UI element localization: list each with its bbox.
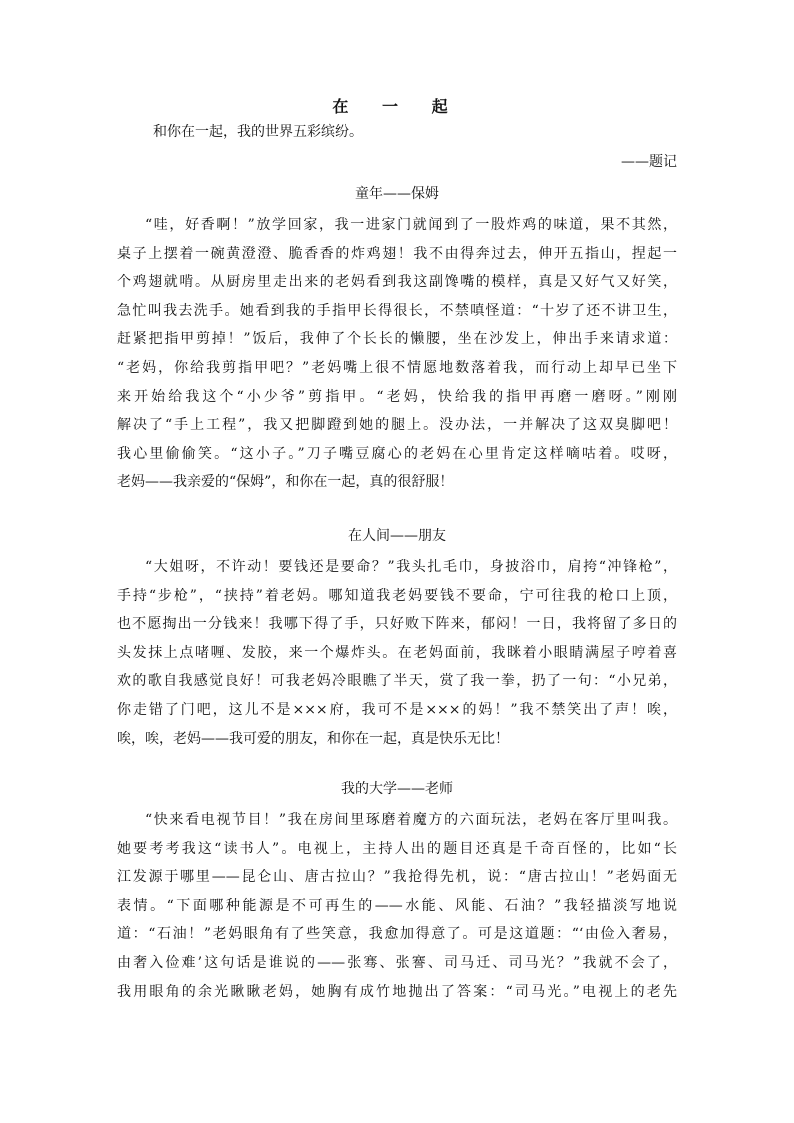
essay-title: 在 一 起 [332, 97, 462, 116]
paragraph-line: 唉，唉，老妈——我可爱的朋友，和你在一起，真是快乐无比！ [117, 730, 509, 747]
paragraph-line: 由奢入俭难’这句话是谁说的——张骞、张謇、司马迁、司马光？”我就不会了， [117, 954, 677, 971]
paragraph-line: 个鸡翅就啃。从厨房里走出来的老妈看到我这副馋嘴的模样，真是又好气又好笑， [117, 274, 677, 291]
paragraph-line: 她要考考我这“读书人”。电视上，主持人出的题目还真是千奇百怪的，比如“长 [117, 840, 677, 857]
paragraph-line: 我用眼角的余光瞅瞅老妈，她胸有成竹地抛出了答案：“司马光。”电视上的老先 [117, 983, 677, 1000]
section-title-world: 在人间——朋友 [348, 528, 446, 544]
paragraph-line: “哇，好香啊！”放学回家，我一进家门就闻到了一股炸鸡的味道，果不其然， [145, 217, 677, 233]
paragraph-line: “大姐呀，不许动！要钱还是要命？”我头扎毛巾，身披浴巾，肩挎“冲锋枪”， [145, 559, 677, 575]
paragraph-line: 表情。“下面哪种能源是不可再生的——水能、风能、石油？”我轻描淡写地说 [117, 897, 677, 914]
paragraph-line: 欢的歌自我感觉良好！可我老妈冷眼瞧了半天，赏了我一拳，扔了一句：“小兄弟， [117, 673, 677, 690]
paragraph-world [117, 553, 677, 753]
paragraph-line: 也不愿掏出一分钱来！我哪下得了手，只好败下阵来，郁闷！一日，我将留了多日的 [117, 616, 677, 633]
paragraph-childhood [117, 211, 677, 497]
paragraph-line: 急忙叫我去洗手。她看到我的手指甲长得很长，不禁嗔怪道：“十岁了还不讲卫生， [117, 302, 677, 319]
paragraph-line: 我心里偷偷笑。“这小子。”刀子嘴豆腐心的老妈在心里肯定这样嘀咕着。哎呀， [117, 445, 677, 462]
epigraph: 和你在一起，我的世界五彩缤纷。 [153, 124, 363, 140]
paragraph-line: 道：“石油！”老妈眼角有了些笑意，我愈加得意了。可是这道题：“‘由俭入奢易， [117, 926, 677, 943]
paragraph-line: 手持“步枪”，“挟持”着老妈。哪知道我老妈要钱不要命，宁可往我的枪口上顶， [117, 587, 677, 604]
paragraph-line: 江发源于哪里——昆仑山、唐古拉山？”我抢得先机，说：“唐古拉山！”老妈面无 [117, 869, 677, 886]
epigraph-attribution: ——题记 [621, 154, 677, 170]
paragraph-line: “老妈，你给我剪指甲吧？”老妈嘴上很不情愿地数落着我，而行动上却早已坐下 [117, 359, 677, 376]
paragraph-line: 解决了“手上工程”，我又把脚蹬到她的腿上。没办法，一并解决了这双臭脚吧！ [117, 417, 677, 434]
section-title-university: 我的大学——老师 [341, 781, 453, 797]
paragraph-university [117, 806, 677, 1006]
paragraph-line: 桌子上摆着一碗黄澄澄、脆香香的炸鸡翅！我不由得奔过去，伸开五指山，捏起一 [117, 245, 677, 262]
paragraph-line: 你走错了门吧，这儿不是×××府，我可不是×××的妈！”我不禁笑出了声！唉， [117, 701, 677, 718]
paragraph-line: “快来看电视节目！”我在房间里琢磨着魔方的六面玩法，老妈在客厅里叫我。 [145, 812, 677, 828]
paragraph-line: 头发抹上点啫喱、发胶，来一个爆炸头。在老妈面前，我眯着小眼睛满屋子哼着喜 [117, 644, 677, 661]
section-title-childhood: 童年——保姆 [355, 186, 439, 202]
paragraph-line: 赶紧把指甲剪掉！”饭后，我伸了个长长的懒腰，坐在沙发上，伸出手来请求道： [117, 331, 677, 348]
paragraph-line: 老妈——我亲爱的“保姆”，和你在一起，真的很舒服！ [117, 474, 454, 491]
paragraph-line: 来开始给我这个“小少爷”剪指甲。“老妈，快给我的指甲再磨一磨呀。”刚刚 [117, 388, 677, 405]
